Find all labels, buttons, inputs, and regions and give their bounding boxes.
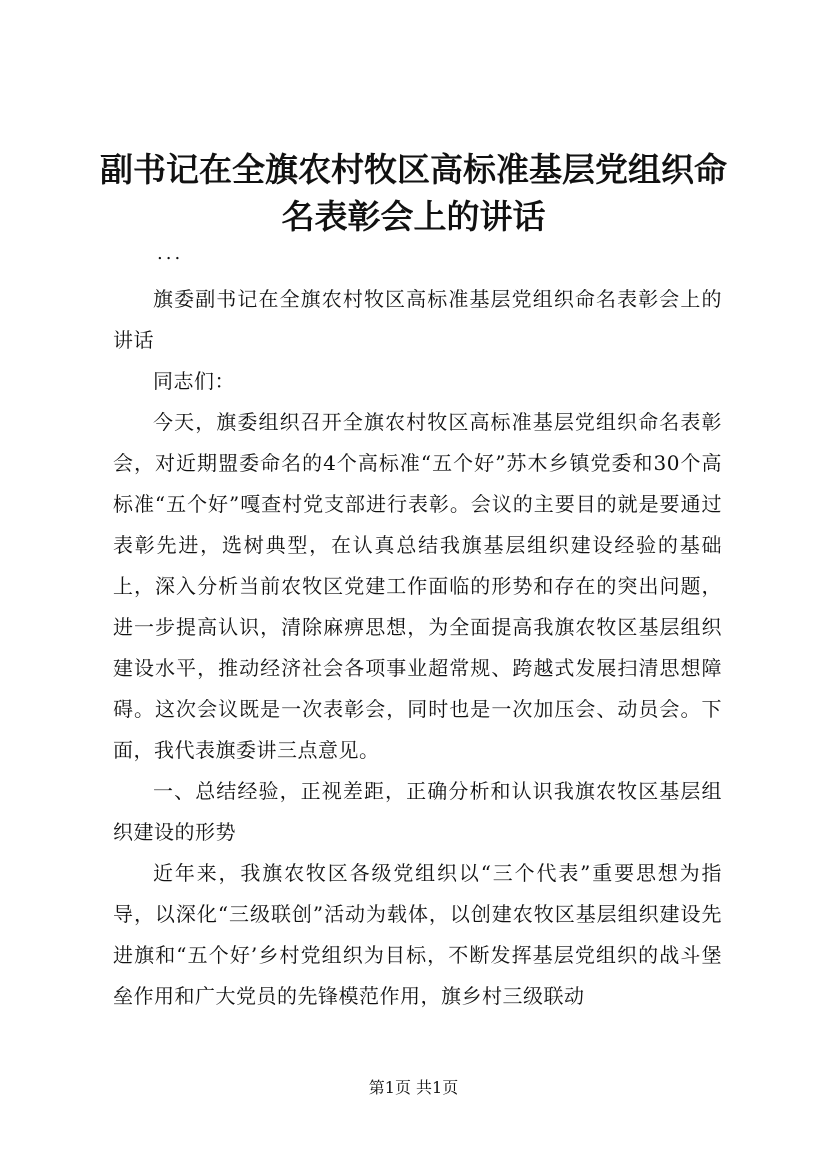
section-heading-one: 一、总结经验，正视差距，正确分析和认识我旗农牧区基层组织建设的形势: [113, 779, 722, 844]
page-footer: 第1页 共1页: [368, 1078, 459, 1097]
paragraph-introduction: 今天，旗委组织召开全旗农村牧区高标准基层党组织命名表彰会，对近期盟委命名的4个高标准“五个好”苏木乡镇党委和30个高标准“五个好”嘎查村党支部进行表彰。会议的主要目的就是要通过表彰先进，选树典型，在认真总结我旗基层组织建设经验的基础上，深入分析当前农牧区党建工作面临的形势和存在的突出问题，进一步提高认识，清除麻痹思想，为全面提高我旗农牧区基层组织建设水平，推动经济社会各项事业超常规、跨越式发展扫清思想障碍。这次会议既是一次表彰会，同时也是一次加压会、动员会。下面，我代表旗委讲三点意见。: [113, 410, 722, 762]
ellipsis-marker: ...: [157, 243, 184, 264]
paragraph-salutation: 同志们：: [153, 369, 235, 393]
document-title: 副书记在全旗农村牧区高标准基层党组织命名表彰会上的讲话: [100, 150, 727, 236]
paragraph-speaker-heading: 旗委副书记在全旗农村牧区高标准基层党组织命名表彰会上的讲话: [113, 287, 722, 352]
paragraph-recent-years: 近年来，我旗农牧区各级党组织以“三个代表”重要思想为指导，以深化“三级联创”活动为载体，以创建农牧区基层组织建设先进旗和“五个好’乡村党组织为目标，不断发挥基层党组织的战斗堡垒作用和广大党员的先锋模范作用，旗乡村三级联动: [113, 861, 722, 1008]
document-body: [113, 239, 722, 1017]
